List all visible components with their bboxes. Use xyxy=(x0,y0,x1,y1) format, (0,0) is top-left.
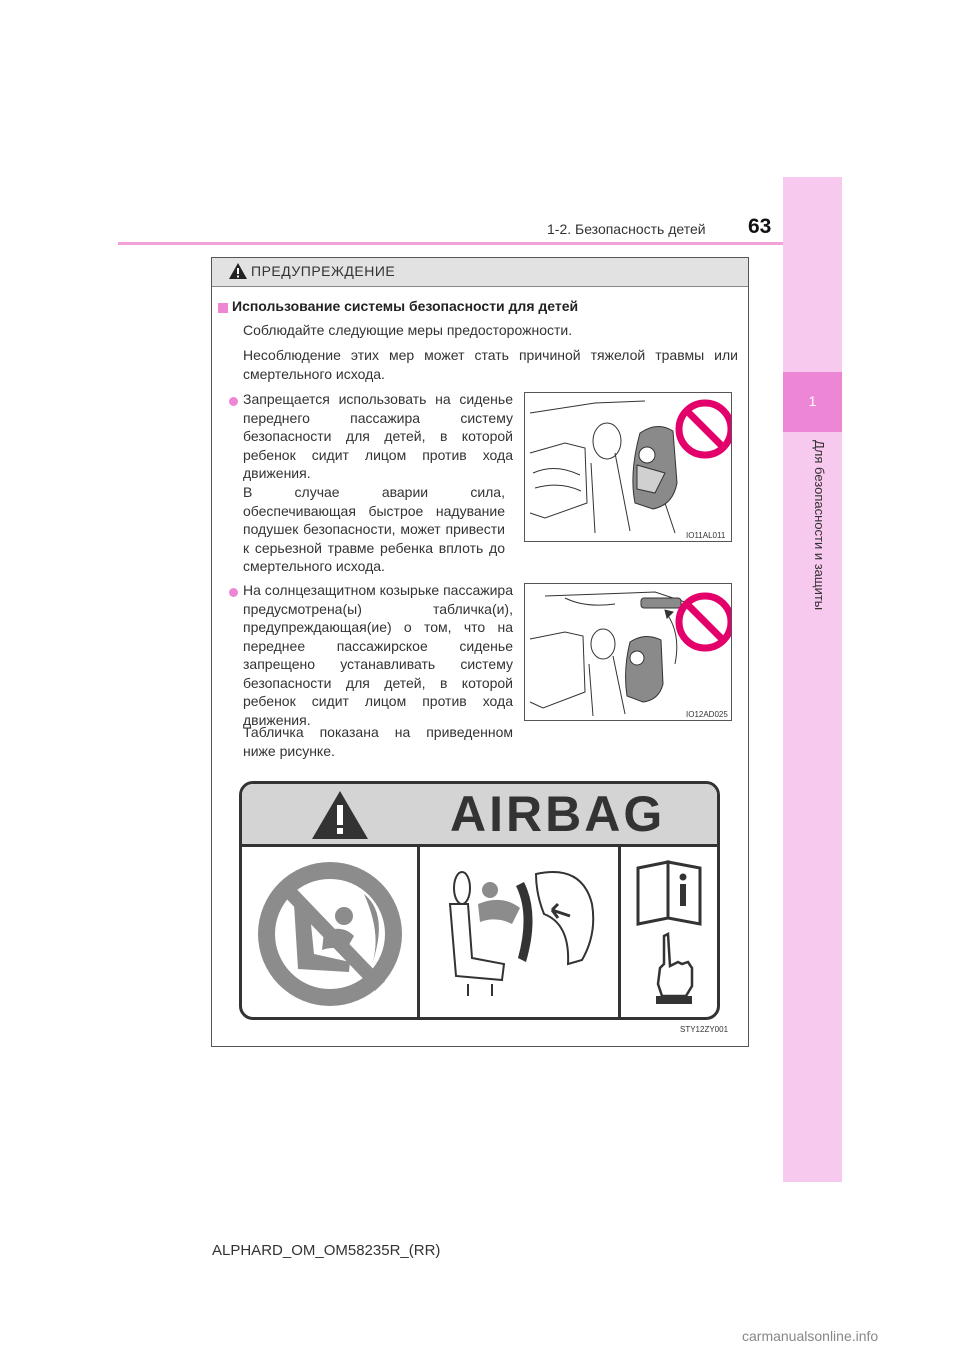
airbag-title: AIRBAG xyxy=(450,786,666,842)
bullet-text: На солнцезащитном козырьке пассажира предусмотрена(ы) табличка(и), предупреждающая(ие) о том, что на переднее пассажирское сиденье запрещено устанавливать систему безопасности для детей, в которой ребенок сидит лицом против хода движения. xyxy=(243,582,513,728)
bullet-extra-text: Табличка показана на приведенном ниже рисунке. xyxy=(243,724,513,759)
document-id: ALPHARD_OM_OM58235R_(RR) xyxy=(212,1242,441,1259)
warning-triangle-icon xyxy=(310,789,370,841)
read-manual-icon xyxy=(632,856,707,1006)
header-divider xyxy=(118,242,783,245)
label-divider xyxy=(417,847,420,1020)
figure-code: STY12ZY001 xyxy=(680,1025,729,1034)
label-divider xyxy=(618,847,621,1020)
sun-visor-label-illustration xyxy=(524,583,732,721)
page-number: 63 xyxy=(748,215,772,238)
round-bullet-icon xyxy=(229,588,238,597)
watermark: carmanualsonline.info xyxy=(742,1328,879,1344)
rear-facing-seat-illustration xyxy=(524,392,732,542)
warning-subheading: Использование системы безопасности для детей xyxy=(232,298,579,314)
round-bullet-icon xyxy=(229,397,238,406)
warning-title: ПРЕДУПРЕЖДЕНИЕ xyxy=(251,263,396,279)
airbag-deploy-icon xyxy=(432,864,607,1004)
square-bullet-icon xyxy=(218,303,228,313)
warning-triangle-icon xyxy=(228,262,248,280)
bullet-text: Запрещается использовать на сиденье переднего пассажира систему безопасности для детей, в которой ребенок сидит лицом против хода движения. xyxy=(243,391,513,481)
section-title: 1-2. Безопасность детей xyxy=(547,221,706,237)
figure-code: IO11AL011 xyxy=(686,531,726,540)
bullet-extra-text: В случае аварии сила, обеспечивающая быстрое надувание подушек безопасности, может привести к серьезной травме ребенка вплоть до смертельного исхода. xyxy=(243,484,505,574)
chapter-side-tab xyxy=(783,177,842,1182)
paragraph-precautions: Соблюдайте следующие меры предосторожности. xyxy=(243,322,573,338)
no-rear-facing-child-seat-icon xyxy=(254,854,409,1012)
chapter-number: 1 xyxy=(808,393,817,409)
chapter-title: Для безопасности и защиты xyxy=(812,440,827,611)
paragraph-consequence: Несоблюдение этих мер может стать причиной тяжелой травмы или смертельного исхода. xyxy=(243,347,738,382)
airbag-warning-label xyxy=(239,781,720,1020)
figure-code: IO12AD025 xyxy=(686,710,728,719)
